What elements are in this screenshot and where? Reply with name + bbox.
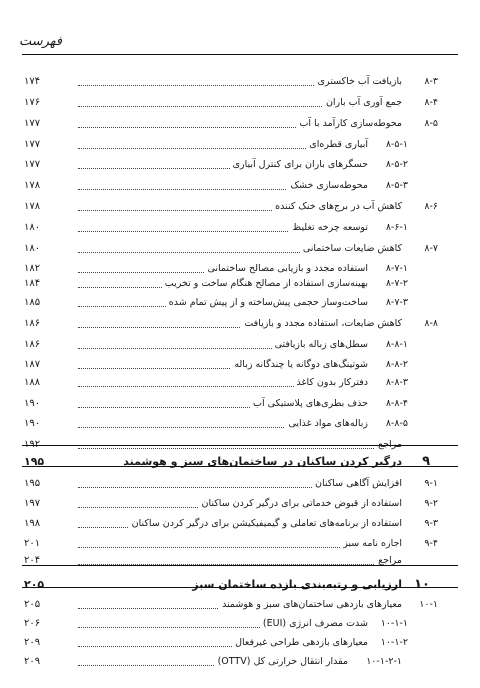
toc-row[interactable] [0,536,480,552]
toc-entry-number: ۸-۸-۵ [385,418,408,429]
toc-entry-title: مقدار انتقال حرارتی کل (OTTV) [215,654,348,670]
toc-entry-number: ۱۰-۱ [419,599,438,610]
toc-entry-number: ۸-۵-۳ [385,180,408,191]
toc-entry-number: ۹ [422,454,430,469]
toc-row[interactable] [0,553,480,569]
toc-entry-title: حسگرهای باران برای کنترل آبیاری [230,157,368,173]
toc-entry-number: ۸-۸-۲ [385,359,408,370]
toc-row[interactable] [0,261,480,277]
toc-entry-number: ۸-۶-۱ [385,222,408,233]
toc-page-number: ۱۷۷ [24,139,41,150]
toc-row[interactable] [0,295,480,311]
toc-chapter-row[interactable] [0,577,480,593]
toc-row[interactable] [0,316,480,332]
toc-page-number: ۱۸۶ [24,339,41,350]
header-rule [22,54,458,55]
chapter-9-rule-bottom [22,466,458,467]
toc-entry-number: ۹-۱ [424,478,438,489]
toc-row[interactable] [0,597,480,613]
toc-row[interactable] [0,616,480,632]
toc-entry-title: اجاره نامه سبز [340,536,402,552]
toc-page-number: ۱۷۷ [24,159,41,170]
toc-page-number: ۲۰۶ [24,618,41,629]
toc-entry-number: ۱۰-۱-۲ [380,637,408,648]
toc-entry-title: جمع آوری آب باران [323,95,402,111]
toc-entry-title: استفاده از قبوض خدماتی برای درگیر کردن ساکنان [199,496,402,512]
toc-entry-title: توسعه چرخه تغلیظ [289,220,368,236]
toc-page-number: ۱۷۴ [24,76,41,87]
toc-page-number: ۱۷۸ [24,180,41,191]
toc-page-number: ۱۸۰ [24,222,41,233]
chapter-10-rule-bottom [22,587,458,588]
toc-entry-title: ساخت‌وساز حجمی پیش‌ساخته و از پیش تمام شده [166,295,368,311]
toc-row[interactable] [0,496,480,512]
toc-entry-title: سطل‌های زباله بازیافتی [272,337,368,353]
toc-entry-title: زباله‌های مواد غذایی [285,416,368,432]
dot-leader [78,448,396,449]
toc-page-number: ۱۹۰ [24,398,41,409]
toc-entry-number: ۱۰ [414,577,430,592]
toc-entry-title: بهینه‌سازی استفاده از مصالح هنگام ساخت و تخریب [162,276,368,292]
toc-page-number: ۱۸۷ [24,359,41,370]
toc-entry-number: ۸-۷ [424,243,438,254]
toc-entry-title: حذف بطری‌های پلاستیکی آب [250,396,368,412]
toc-page-number: ۲۰۴ [24,555,41,566]
toc-row[interactable] [0,116,480,132]
toc-page-number: ۱۸۵ [24,297,41,308]
chapter-10-rule-top [22,565,458,566]
toc-entry-title: بازیافت آب خاکستری [315,74,402,90]
toc-page-number: ۱۷۶ [24,97,41,108]
toc-row[interactable] [0,157,480,173]
toc-entry-number: ۹-۴ [424,538,438,549]
toc-entry-number: ۱۰-۱-۱ [380,618,408,629]
toc-page-number: ۱۸۶ [24,318,41,329]
toc-entry-title: معیارهای بازدهی ساختمان‌های سبز و هوشمند [219,597,402,613]
toc-entry-title: افزایش آگاهی ساکنان [312,476,402,492]
toc-page-number: ۱۹۲ [24,439,41,450]
toc-entry-title: معیارهای بازدهی طراحی غیرفعال [232,635,368,651]
toc-row[interactable] [0,357,480,373]
toc-chapter-row[interactable] [0,454,480,470]
toc-entry-title: استفاده از برنامه‌های تعاملی و گیمیفیکیشن برای درگیر کردن ساکنان [129,516,402,532]
toc-entry-number: ۱۰-۱-۲-۱ [366,656,402,667]
toc-row[interactable] [0,74,480,90]
toc-page-number: ۱۹۵ [24,478,41,489]
toc-entry-number: ۸-۵-۱ [385,139,408,150]
toc-entry-title: آبیاری قطره‌ای [306,137,368,153]
toc-page-number: ۱۹۰ [24,418,41,429]
toc-entry-number: ۸-۶ [424,201,438,212]
toc-entry-title: کاهش ضایعات، استفاده مجدد و بازیافت [241,316,402,332]
toc-row[interactable] [0,220,480,236]
toc-row[interactable] [0,178,480,194]
toc-header-title: فهرست [18,34,62,49]
toc-entry-title: مراجع [375,437,402,453]
toc-row[interactable] [0,476,480,492]
toc-entry-number: ۸-۷-۱ [385,263,408,274]
toc-page-number: ۲۰۵ [24,578,45,591]
toc-row[interactable] [0,516,480,532]
toc-entry-number: ۸-۳ [424,76,438,87]
toc-page-number: ۱۸۴ [24,278,41,289]
toc-page-number: ۱۷۷ [24,118,41,129]
toc-entry-number: ۸-۸-۱ [385,339,408,350]
toc-entry-title: ارزیابی و رتبه‌بندی بازده ساختمان سبز [189,577,402,593]
toc-row[interactable] [0,276,480,292]
toc-row[interactable] [0,654,480,670]
toc-entry-number: ۸-۸-۴ [385,398,408,409]
toc-page-number: ۱۸۸ [24,377,41,388]
toc-entry-number: ۸-۸ [424,318,438,329]
toc-entry-number: ۸-۵ [424,118,438,129]
toc-entry-title: شوتینگ‌های دوگانه یا چندگانه زباله [231,357,368,373]
toc-row[interactable] [0,95,480,111]
toc-page-number: ۱۹۷ [24,498,41,509]
toc-entry-number: ۹-۲ [424,498,438,509]
toc-row[interactable] [0,241,480,257]
toc-page-number: ۱۸۰ [24,243,41,254]
toc-page-number: ۱۷۸ [24,201,41,212]
toc-entry-number: ۸-۷-۳ [385,297,408,308]
toc-entry-title: کاهش آب در برج‌های خنک کننده [272,199,402,215]
chapter-9-rule-top [22,445,458,446]
toc-entry-number: ۸-۵-۲ [385,159,408,170]
toc-entry-title: مراجع [375,553,402,569]
toc-row[interactable] [0,137,480,153]
toc-page-number: ۲۰۹ [24,656,41,667]
toc-page-number: ۱۹۸ [24,518,41,529]
toc-entry-number: ۸-۷-۲ [385,278,408,289]
toc-entry-number: ۸-۴ [424,97,438,108]
toc-page-number: ۲۰۵ [24,599,41,610]
toc-row[interactable] [0,635,480,651]
toc-entry-title: استفاده مجدد و بازیابی مصالح ساختمانی [204,261,368,277]
toc-row[interactable] [0,396,480,412]
toc-entry-title: درگیر کردن ساکنان در ساختمان‌های سبز و هوشمند [120,454,402,470]
toc-row[interactable] [0,337,480,353]
toc-row[interactable] [0,199,480,215]
toc-row[interactable] [0,375,480,391]
toc-entry-title: کاهش ضایعات ساختمانی [300,241,402,257]
toc-entry-title: محوطه‌سازی خشک [287,178,368,194]
toc-page-number: ۲۰۹ [24,637,41,648]
toc-page-number: ۱۸۲ [24,263,41,274]
toc-entry-title: محوطه‌سازی کارآمد با آب [296,116,402,132]
toc-row[interactable] [0,416,480,432]
toc-entry-title: شدت مصرف انرژی (EUI) [260,616,368,632]
toc-entry-number: ۹-۳ [424,518,438,529]
toc-entry-number: ۸-۸-۳ [385,377,408,388]
toc-entry-title: دفترکار بدون کاغذ [294,375,369,391]
toc-page-number: ۲۰۱ [24,538,41,549]
toc-page-number: ۱۹۵ [24,455,45,468]
